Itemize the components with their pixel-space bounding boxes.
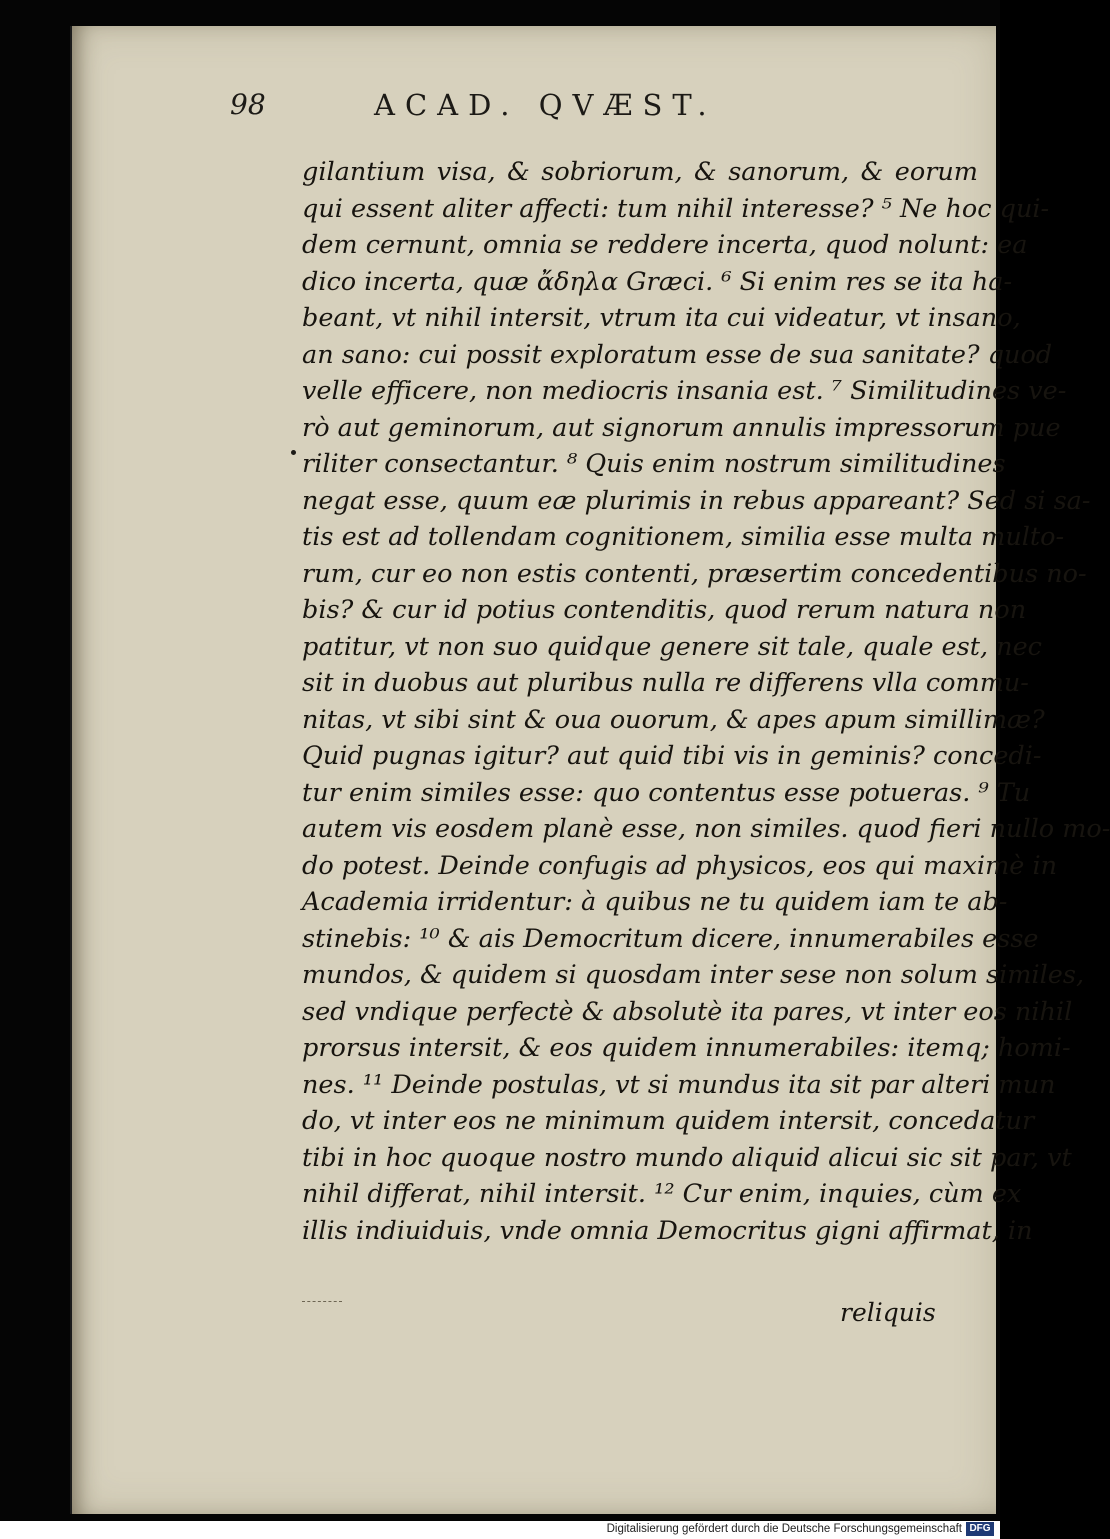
text-line: rò aut geminorum, aut signorum annulis impressorum pue — [302, 412, 1061, 443]
text-line: tur enim similes esse: quo contentus esse potueras. ⁹ Tu — [302, 777, 1031, 808]
text-line: do, vt inter eos ne minimum quidem intersit, concedatur — [302, 1106, 1035, 1136]
body-text — [302, 154, 1110, 1249]
text-line: tis est ad tollendam cognitionem, similia esse multa multo- — [302, 522, 1065, 552]
catchword: reliquis — [840, 1298, 936, 1327]
text-line: autem vis eosdem planè esse, non similes. quod fieri nullo mo- — [302, 814, 1110, 844]
margin-rule — [302, 1301, 342, 1302]
text-line: an sano: cui possit exploratum esse de sua sanitate? quod — [302, 339, 1053, 370]
text-line: sit in duobus aut pluribus nulla re differens vlla commu- — [302, 668, 1029, 698]
margin-mark — [291, 450, 296, 455]
text-line: negat esse, quum eæ plurimis in rebus appareant? Sed si sa- — [302, 485, 1091, 516]
dfg-logo: DFG — [966, 1522, 994, 1536]
text-line: illis indiuiduis, vnde omnia Democritus gigni affirmat, in — [302, 1215, 1033, 1246]
text-line: riliter consectantur. ⁸ Quis enim nostrum similitudines — [302, 449, 1006, 479]
running-head: ACAD. QVÆST. — [374, 88, 717, 122]
text-line: patitur, vt non suo quidque genere sit tale, quale est, nec — [302, 631, 1042, 662]
text-line: nitas, vt sibi sint & oua ouorum, & apes apum simillimæ? — [302, 704, 1045, 735]
text-line: nes. ¹¹ Deinde postulas, vt si mundus ita sit par alteri mun — [302, 1069, 1056, 1100]
text-line: beant, vt nihil intersit, vtrum ita cui videatur, vt insano, — [302, 303, 1021, 333]
text-line: bis? & cur id potius contenditis, quod rerum natura non — [302, 595, 1027, 625]
text-line: mundos, & quidem si quosdam inter sese non solum similes, — [302, 960, 1085, 990]
text-line: prorsus intersit, & eos quidem innumerabiles: itemq; homi- — [302, 1033, 1071, 1063]
text-line: velle efficere, non mediocris insania est. ⁷ Similitudines ve- — [302, 376, 1067, 406]
text-line: qui essent aliter affecti: tum nihil interesse? ⁵ Ne hoc qui- — [302, 193, 1050, 224]
text-line: tibi in hoc quoque nostro mundo aliquid alicui sic sit par, vt — [302, 1142, 1072, 1173]
page-header — [230, 88, 880, 132]
page-number: 98 — [230, 88, 266, 121]
text-line: dem cernunt, omnia se reddere incerta, quod nolunt: ea — [302, 230, 1028, 260]
text-line: do potest. Deinde confugis ad physicos, eos qui maximè in — [302, 850, 1058, 881]
text-line: nihil differat, nihil intersit. ¹² Cur enim, inquies, cùm ex — [302, 1179, 1022, 1209]
text-line: rum, cur eo non estis contenti, præsertim concedentibus no- — [302, 558, 1087, 589]
text-line: gilantium visa, & sobriorum, & sanorum, & eorum — [302, 157, 978, 187]
text-line: stinebis: ¹⁰ & ais Democritum dicere, innumerabiles esse — [302, 923, 1039, 954]
text-line: Academia irridentur: à quibus ne tu quidem iam te ab- — [302, 887, 1008, 917]
text-line: dico incerta, quæ ἄδηλα Græci. ⁶ Si enim res se ita ha- — [302, 266, 1013, 297]
text-line: Quid pugnas igitur? aut quid tibi vis in geminis? concedi- — [302, 741, 1042, 771]
text-line: sed vndique perfectè & absolutè ita pares, vt inter eos nihil — [302, 996, 1073, 1027]
funding-credit: Digitalisierung gefördert durch die Deutsche Forschungsgemeinschaft — [606, 1523, 962, 1535]
